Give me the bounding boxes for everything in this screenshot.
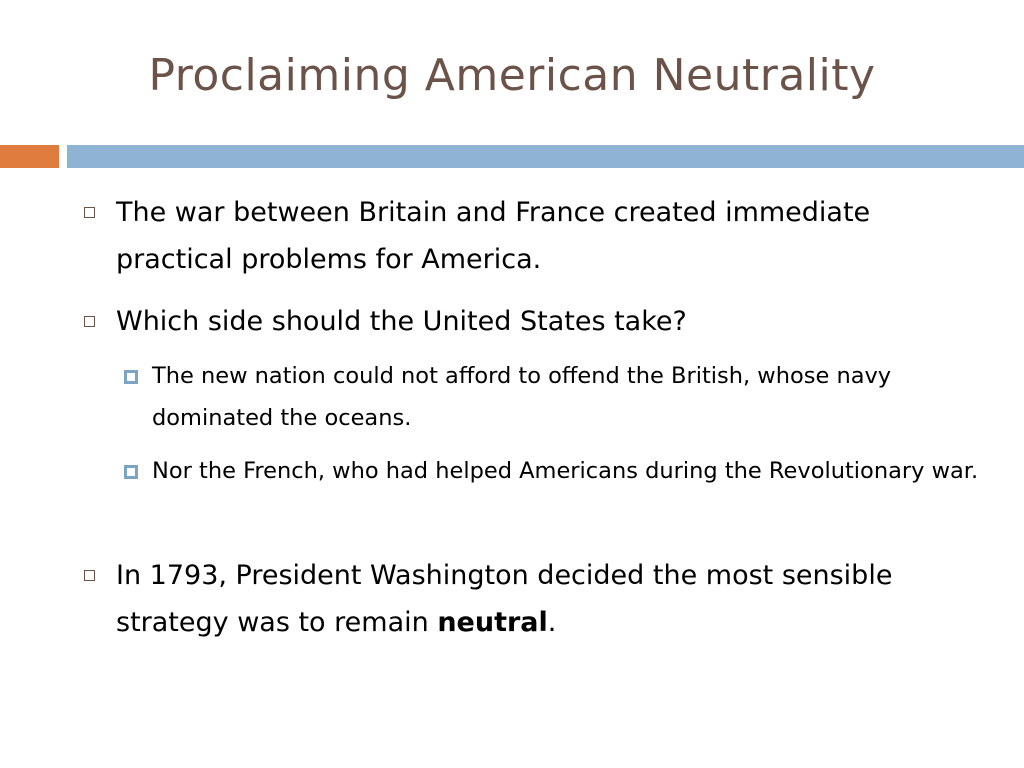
bullet-item: The war between Britain and France created immediate practical problems for America. [116, 197, 871, 275]
hollow-square-icon [84, 207, 95, 218]
hollow-square-icon [84, 316, 95, 327]
framed-square-icon [124, 370, 138, 384]
bullet-text: In 1793, President Washington decided the most sensible strategy was to remain [116, 560, 893, 638]
sub-bullet-item: The new nation could not afford to offend the British, whose navy dominated the oceans. [152, 363, 892, 431]
bold-term: neutral [437, 607, 548, 638]
bullet-item [116, 552, 976, 646]
sub-bullet-item: Nor the French, who had helped Americans during the Revolutionary war. [152, 458, 979, 484]
slide-title: Proclaiming American Neutrality [148, 50, 876, 101]
framed-square-icon [124, 465, 138, 479]
bullet-item: Which side should the United States take? [116, 306, 687, 337]
hollow-square-icon [84, 570, 95, 581]
bullet-text-end: . [547, 607, 557, 638]
